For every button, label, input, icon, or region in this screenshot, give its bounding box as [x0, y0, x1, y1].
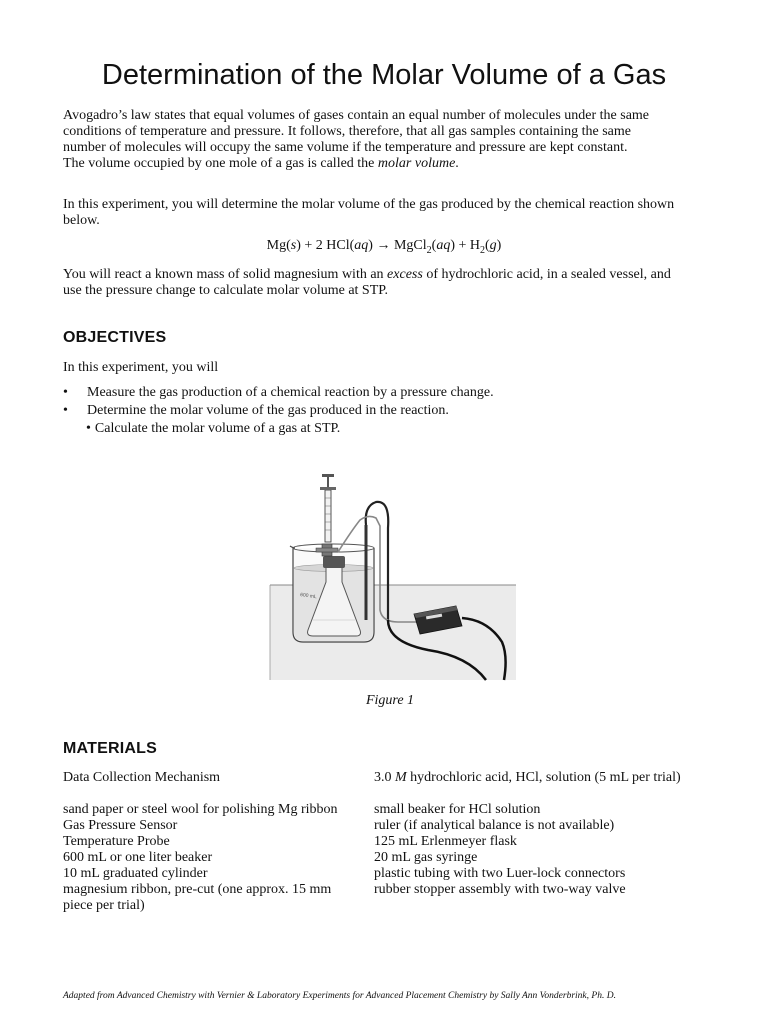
eq-subscript: 2	[479, 244, 485, 256]
eq-part: (	[484, 238, 490, 253]
list-item-text: Calculate the molar volume of a gas at STP.	[94, 421, 341, 436]
syringe-plunger-cap	[322, 474, 334, 477]
list-item: piece per trial)	[63, 898, 145, 913]
syringe-flange	[320, 487, 336, 490]
chemical-equation	[0, 238, 768, 259]
intro-text: The volume occupied by one mole of a gas is called the	[63, 156, 378, 171]
list-item	[63, 403, 494, 421]
list-item: plastic tubing with two Luer-lock connectors	[374, 866, 626, 881]
list-item: small beaker for HCl solution	[374, 802, 541, 817]
list-item	[63, 385, 494, 403]
objectives-heading: OBJECTIVES	[63, 329, 167, 346]
apparatus-figure	[268, 470, 518, 682]
emphasis-excess: excess	[387, 267, 423, 282]
list-item: sand paper or steel wool for polishing Mg ribbon	[63, 802, 338, 817]
list-item-text: Measure the gas production of a chemical reaction by a pressure change.	[87, 385, 494, 400]
intro-line: use the pressure change to calculate molar volume at STP.	[63, 283, 389, 298]
intro-paragraph-3	[63, 267, 723, 299]
eq-part: )	[496, 238, 502, 253]
eq-state: s	[290, 238, 297, 253]
bullet: •	[63, 385, 68, 400]
intro-line: In this experiment, you will determine the molar volume of the gas produced by the chemical reaction shown	[63, 197, 675, 212]
bullet: •	[86, 421, 91, 436]
eq-state: aq	[436, 238, 451, 253]
intro-paragraph-2	[63, 197, 723, 229]
intro-text: of hydrochloric acid, in a sealed vessel, and	[422, 267, 671, 282]
list-item-text: hydrochloric acid, HCl, solution (5 mL per trial)	[406, 770, 681, 785]
intro-line: number of molecules will occupy the same volume if the temperature and pressure are kept constant.	[63, 140, 628, 155]
eq-state: aq	[354, 238, 369, 253]
eq-part: ) + 2 HCl(	[296, 238, 355, 253]
figure-caption: Figure 1	[365, 693, 415, 708]
intro-text: You will react a known mass of solid magnesium with an	[63, 267, 388, 282]
page-title: Determination of the Molar Volume of a Gas	[101, 59, 667, 92]
eq-state: g	[489, 238, 497, 253]
materials-right-column	[374, 770, 681, 898]
bullet: •	[63, 403, 68, 418]
list-item: ruler (if analytical balance is not available)	[374, 818, 615, 833]
intro-text: .	[455, 156, 459, 171]
rubber-stopper	[323, 556, 345, 568]
list-item-text: 3.0	[374, 770, 395, 785]
list-item: Temperature Probe	[63, 834, 170, 849]
objectives-list	[63, 385, 494, 439]
list-item: 20 mL gas syringe	[374, 850, 478, 865]
eq-subscript: 2	[426, 244, 432, 256]
list-item: rubber stopper assembly with two-way valve	[374, 882, 626, 897]
list-item	[374, 770, 681, 786]
list-item: 600 mL or one liter beaker	[63, 850, 213, 865]
list-item	[63, 786, 338, 802]
intro-line: below.	[63, 213, 100, 228]
intro-line: Avogadro’s law states that equal volumes of gases contain an equal number of molecules under the same	[63, 108, 650, 123]
list-item	[374, 786, 681, 802]
footer-attribution: Adapted from Advanced Chemistry with Vernier & Laboratory Experiments for Advanced Placement Chemistry by Sally Ann Vonderbrink, Ph. D.	[63, 991, 616, 1001]
intro-line	[63, 156, 723, 172]
materials-heading: MATERIALS	[63, 740, 157, 757]
eq-part: (	[431, 238, 437, 253]
beaker-label: 600 mL	[299, 592, 318, 601]
molarity-symbol: M	[395, 770, 407, 785]
list-item: 10 mL graduated cylinder	[63, 866, 208, 881]
intro-line	[63, 267, 723, 283]
materials-left-column	[63, 770, 338, 914]
intro-line: conditions of temperature and pressure. It follows, therefore, that all gas samples containing the same	[63, 124, 631, 139]
eq-part: ) + H	[450, 238, 480, 253]
valve-handle	[316, 548, 338, 552]
list-item: Data Collection Mechanism	[63, 770, 221, 785]
list-item	[63, 421, 494, 439]
intro-paragraph-1	[63, 108, 723, 172]
list-item-text: Determine the molar volume of the gas produced in the reaction.	[87, 403, 449, 418]
emphasis-molar-volume: molar volume	[377, 156, 456, 171]
list-item: magnesium ribbon, pre-cut (one approx. 15 mm	[63, 882, 332, 897]
objectives-lead: In this experiment, you will	[63, 360, 219, 375]
eq-part: ) → MgCl	[368, 238, 427, 253]
eq-part: Mg(	[266, 238, 291, 253]
list-item: Gas Pressure Sensor	[63, 818, 178, 833]
list-item: 125 mL Erlenmeyer flask	[374, 834, 517, 849]
